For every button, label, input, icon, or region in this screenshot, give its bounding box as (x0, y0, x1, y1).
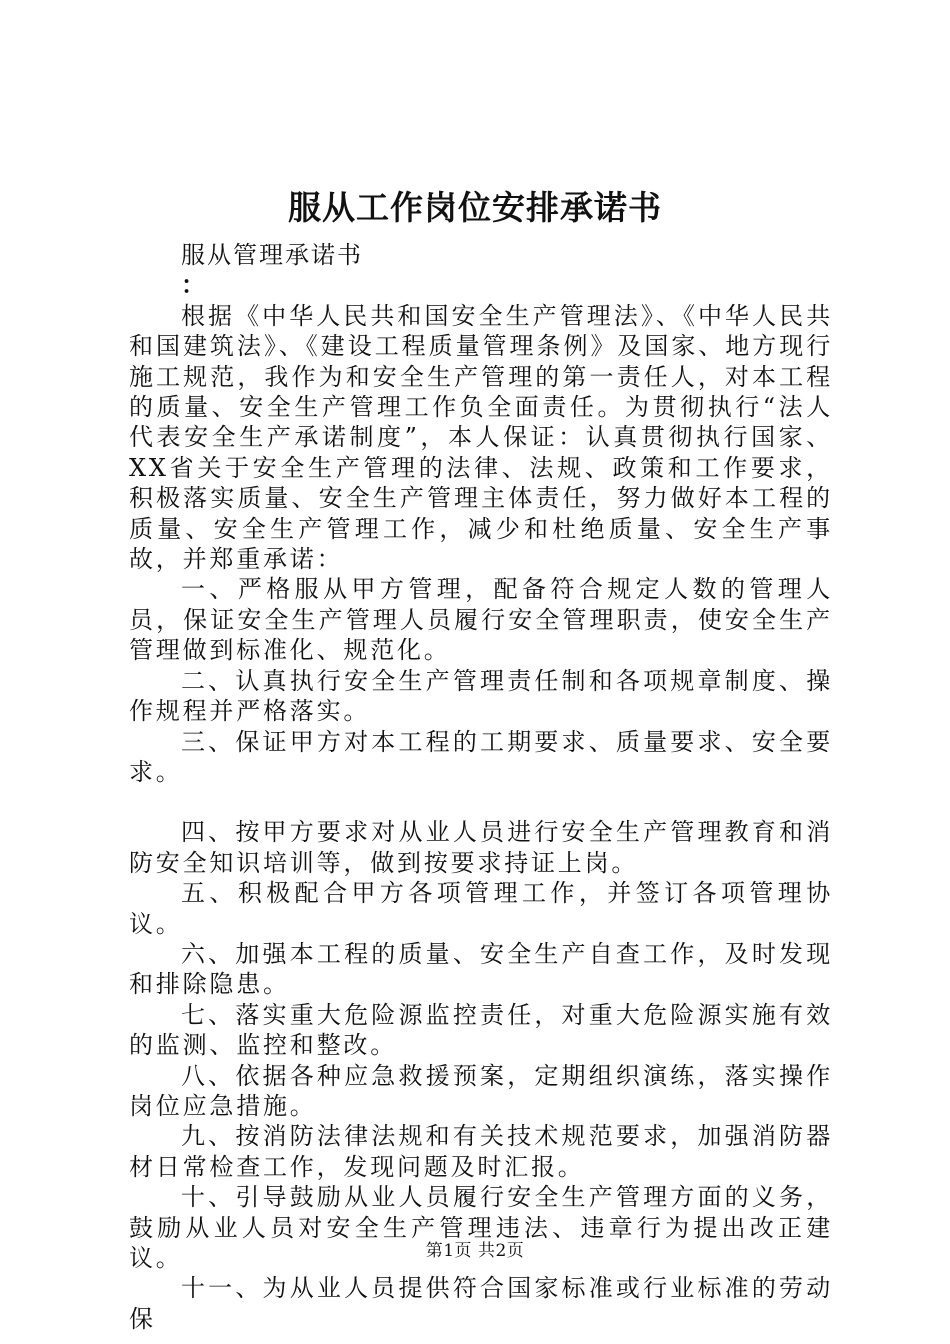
document-body (129, 240, 833, 1334)
commitment-item-2: 二、认真执行安全生产管理责任制和各项规章制度、操作规程并严格落实。 (129, 666, 833, 726)
commitment-item-1: 一、严格服从甲方管理，配备符合规定人数的管理人员，保证安全生产管理人员履行安全管理职责，使安全生产管理做到标准化、规范化。 (129, 575, 833, 665)
commitment-item-10: 十、引导鼓励从业人员履行安全生产管理方面的义务，鼓励从业人员对安全生产管理违法、违章行为提出改正建议。 (129, 1183, 833, 1272)
commitment-item-8: 八、依据各种应急救援预案，定期组织演练，落实操作岗位应急措施。 (129, 1061, 833, 1120)
commitment-item-5: 五、积极配合甲方各项管理工作，并签订各项管理协议。 (129, 879, 833, 938)
page-footer: 第1页 共2页 (425, 1241, 525, 1261)
commitment-item-9: 九、按消防法律法规和有关技术规范要求，加强消防器材日常检查工作，发现问题及时汇报。 (129, 1122, 833, 1181)
document-subtitle: 服从管理承诺书 (181, 241, 363, 269)
salutation-colon: ： (181, 270, 208, 300)
intro-paragraph: 根据《中华人民共和国安全生产管理法》、《中华人民共和国建筑法》、《建设工程质量管理条例》及国家、地方现行施工规范，我作为和安全生产管理的第一责任人，对本工程的质量、安全生产管理工作负全面责任。为贯彻执行“法人代表安全生产承诺制度”，本人保证：认真贯彻执行国家、XX省关于安全生产管理的法律、法规、政策和工作要求，积极落实质量、安全生产管理主体责任，努力做好本工程的质量、安全生产管理工作，减少和杜绝质量、安全生产事故，并郑重承诺： (129, 301, 833, 574)
document-title: 服从工作岗位安排承诺书 (288, 188, 662, 227)
commitment-item-4: 四、按甲方要求对从业人员进行安全生产管理教育和消防安全知识培训等，做到按要求持证上岗。 (129, 818, 833, 877)
commitment-item-7: 七、落实重大危险源监控责任，对重大危险源实施有效的监测、监控和整改。 (129, 1000, 833, 1060)
commitment-item-6: 六、加强本工程的质量、安全生产自查工作，及时发现和排除隐患。 (129, 939, 833, 999)
commitment-item-3: 三、保证甲方对本工程的工期要求、质量要求、安全要求。 (129, 727, 833, 786)
commitment-item-11: 十一、为从业人员提供符合国家标准或行业标准的劳动保 (129, 1274, 833, 1333)
